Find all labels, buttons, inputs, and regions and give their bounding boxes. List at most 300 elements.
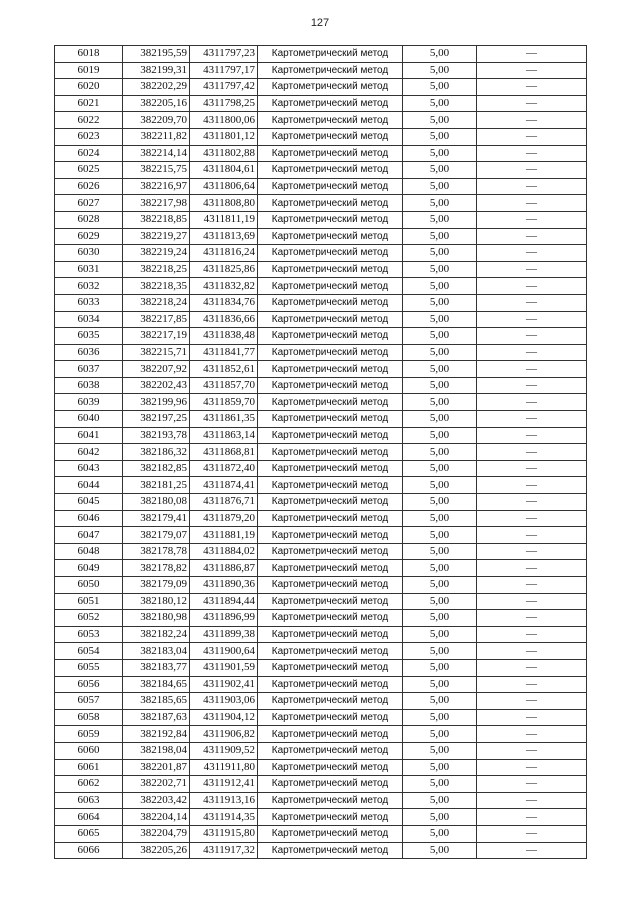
accuracy-cell: 5,00 <box>403 195 477 212</box>
method-cell: Картометрический метод <box>258 809 403 826</box>
accuracy-cell: 5,00 <box>403 543 477 560</box>
point-number-cell: 6065 <box>55 825 123 842</box>
y-coordinate-cell: 4311886,87 <box>190 560 258 577</box>
point-number-cell: 6031 <box>55 261 123 278</box>
note-cell: — <box>477 162 587 179</box>
y-coordinate-cell: 4311802,88 <box>190 145 258 162</box>
point-number-cell: 6047 <box>55 527 123 544</box>
y-coordinate-cell: 4311903,06 <box>190 693 258 710</box>
point-number-cell: 6035 <box>55 328 123 345</box>
table-row <box>55 394 587 411</box>
x-coordinate-cell: 382197,25 <box>123 411 190 428</box>
table-row <box>55 211 587 228</box>
accuracy-cell: 5,00 <box>403 145 477 162</box>
note-cell: — <box>477 643 587 660</box>
note-cell: — <box>477 527 587 544</box>
x-coordinate-cell: 382183,77 <box>123 659 190 676</box>
x-coordinate-cell: 382178,78 <box>123 543 190 560</box>
method-cell: Картометрический метод <box>258 676 403 693</box>
table-row <box>55 659 587 676</box>
accuracy-cell: 5,00 <box>403 626 477 643</box>
y-coordinate-cell: 4311797,23 <box>190 46 258 63</box>
table-row <box>55 460 587 477</box>
x-coordinate-cell: 382215,75 <box>123 162 190 179</box>
x-coordinate-cell: 382187,63 <box>123 709 190 726</box>
accuracy-cell: 5,00 <box>403 261 477 278</box>
table-row <box>55 577 587 594</box>
method-cell: Картометрический метод <box>258 842 403 859</box>
y-coordinate-cell: 4311801,12 <box>190 128 258 145</box>
method-cell: Картометрический метод <box>258 128 403 145</box>
note-cell: — <box>477 427 587 444</box>
point-number-cell: 6025 <box>55 162 123 179</box>
table-row <box>55 527 587 544</box>
table-row <box>55 444 587 461</box>
method-cell: Картометрический метод <box>258 527 403 544</box>
x-coordinate-cell: 382205,26 <box>123 842 190 859</box>
accuracy-cell: 5,00 <box>403 709 477 726</box>
note-cell: — <box>477 543 587 560</box>
method-cell: Картометрический метод <box>258 361 403 378</box>
x-coordinate-cell: 382182,85 <box>123 460 190 477</box>
method-cell: Картометрический метод <box>258 427 403 444</box>
method-cell: Картометрический метод <box>258 245 403 262</box>
point-number-cell: 6024 <box>55 145 123 162</box>
note-cell: — <box>477 112 587 129</box>
point-number-cell: 6029 <box>55 228 123 245</box>
accuracy-cell: 5,00 <box>403 510 477 527</box>
method-cell: Картометрический метод <box>258 659 403 676</box>
point-number-cell: 6059 <box>55 726 123 743</box>
method-cell: Картометрический метод <box>258 759 403 776</box>
method-cell: Картометрический метод <box>258 79 403 96</box>
table-row <box>55 610 587 627</box>
accuracy-cell: 5,00 <box>403 726 477 743</box>
note-cell: — <box>477 676 587 693</box>
note-cell: — <box>477 245 587 262</box>
point-number-cell: 6058 <box>55 709 123 726</box>
accuracy-cell: 5,00 <box>403 178 477 195</box>
x-coordinate-cell: 382205,16 <box>123 95 190 112</box>
table-row <box>55 294 587 311</box>
x-coordinate-cell: 382181,25 <box>123 477 190 494</box>
method-cell: Картометрический метод <box>258 62 403 79</box>
y-coordinate-cell: 4311797,42 <box>190 79 258 96</box>
table-row <box>55 178 587 195</box>
point-number-cell: 6056 <box>55 676 123 693</box>
method-cell: Картометрический метод <box>258 328 403 345</box>
method-cell: Картометрический метод <box>258 693 403 710</box>
y-coordinate-cell: 4311797,17 <box>190 62 258 79</box>
accuracy-cell: 5,00 <box>403 62 477 79</box>
x-coordinate-cell: 382218,35 <box>123 278 190 295</box>
x-coordinate-cell: 382218,24 <box>123 294 190 311</box>
method-cell: Картометрический метод <box>258 593 403 610</box>
x-coordinate-cell: 382180,98 <box>123 610 190 627</box>
method-cell: Картометрический метод <box>258 610 403 627</box>
method-cell: Картометрический метод <box>258 742 403 759</box>
y-coordinate-cell: 4311906,82 <box>190 726 258 743</box>
table-row <box>55 759 587 776</box>
y-coordinate-cell: 4311912,41 <box>190 776 258 793</box>
method-cell: Картометрический метод <box>258 162 403 179</box>
y-coordinate-cell: 4311841,77 <box>190 344 258 361</box>
note-cell: — <box>477 477 587 494</box>
point-number-cell: 6050 <box>55 577 123 594</box>
table-row <box>55 709 587 726</box>
y-coordinate-cell: 4311904,12 <box>190 709 258 726</box>
point-number-cell: 6019 <box>55 62 123 79</box>
point-number-cell: 6064 <box>55 809 123 826</box>
accuracy-cell: 5,00 <box>403 494 477 511</box>
note-cell: — <box>477 593 587 610</box>
point-number-cell: 6063 <box>55 792 123 809</box>
method-cell: Картометрический метод <box>258 825 403 842</box>
note-cell: — <box>477 626 587 643</box>
method-cell: Картометрический метод <box>258 494 403 511</box>
method-cell: Картометрический метод <box>258 178 403 195</box>
y-coordinate-cell: 4311838,48 <box>190 328 258 345</box>
note-cell: — <box>477 610 587 627</box>
note-cell: — <box>477 62 587 79</box>
x-coordinate-cell: 382217,85 <box>123 311 190 328</box>
accuracy-cell: 5,00 <box>403 792 477 809</box>
y-coordinate-cell: 4311800,06 <box>190 112 258 129</box>
table-row <box>55 626 587 643</box>
accuracy-cell: 5,00 <box>403 411 477 428</box>
method-cell: Картометрический метод <box>258 726 403 743</box>
accuracy-cell: 5,00 <box>403 809 477 826</box>
note-cell: — <box>477 128 587 145</box>
y-coordinate-cell: 4311816,24 <box>190 245 258 262</box>
table-row <box>55 195 587 212</box>
accuracy-cell: 5,00 <box>403 328 477 345</box>
x-coordinate-cell: 382204,79 <box>123 825 190 842</box>
accuracy-cell: 5,00 <box>403 294 477 311</box>
table-row <box>55 726 587 743</box>
point-number-cell: 6020 <box>55 79 123 96</box>
note-cell: — <box>477 842 587 859</box>
table-row <box>55 411 587 428</box>
point-number-cell: 6052 <box>55 610 123 627</box>
point-number-cell: 6044 <box>55 477 123 494</box>
point-number-cell: 6048 <box>55 543 123 560</box>
note-cell: — <box>477 228 587 245</box>
y-coordinate-cell: 4311876,71 <box>190 494 258 511</box>
table-row <box>55 328 587 345</box>
note-cell: — <box>477 825 587 842</box>
accuracy-cell: 5,00 <box>403 560 477 577</box>
table-row <box>55 560 587 577</box>
x-coordinate-cell: 382193,78 <box>123 427 190 444</box>
note-cell: — <box>477 560 587 577</box>
point-number-cell: 6037 <box>55 361 123 378</box>
accuracy-cell: 5,00 <box>403 278 477 295</box>
table-row <box>55 510 587 527</box>
accuracy-cell: 5,00 <box>403 444 477 461</box>
accuracy-cell: 5,00 <box>403 610 477 627</box>
table-row <box>55 792 587 809</box>
x-coordinate-cell: 382180,12 <box>123 593 190 610</box>
point-number-cell: 6021 <box>55 95 123 112</box>
coordinates-table <box>54 45 587 859</box>
note-cell: — <box>477 328 587 345</box>
table-row <box>55 842 587 859</box>
table-row <box>55 643 587 660</box>
y-coordinate-cell: 4311901,59 <box>190 659 258 676</box>
method-cell: Картометрический метод <box>258 543 403 560</box>
y-coordinate-cell: 4311836,66 <box>190 311 258 328</box>
x-coordinate-cell: 382186,32 <box>123 444 190 461</box>
x-coordinate-cell: 382219,24 <box>123 245 190 262</box>
method-cell: Картометрический метод <box>258 344 403 361</box>
x-coordinate-cell: 382179,07 <box>123 527 190 544</box>
point-number-cell: 6046 <box>55 510 123 527</box>
x-coordinate-cell: 382195,59 <box>123 46 190 63</box>
y-coordinate-cell: 4311832,82 <box>190 278 258 295</box>
table-row <box>55 261 587 278</box>
accuracy-cell: 5,00 <box>403 825 477 842</box>
point-number-cell: 6040 <box>55 411 123 428</box>
method-cell: Картометрический метод <box>258 577 403 594</box>
y-coordinate-cell: 4311804,61 <box>190 162 258 179</box>
point-number-cell: 6045 <box>55 494 123 511</box>
table-row <box>55 494 587 511</box>
y-coordinate-cell: 4311909,52 <box>190 742 258 759</box>
table-row <box>55 361 587 378</box>
y-coordinate-cell: 4311808,80 <box>190 195 258 212</box>
point-number-cell: 6055 <box>55 659 123 676</box>
y-coordinate-cell: 4311894,44 <box>190 593 258 610</box>
x-coordinate-cell: 382179,41 <box>123 510 190 527</box>
point-number-cell: 6057 <box>55 693 123 710</box>
y-coordinate-cell: 4311852,61 <box>190 361 258 378</box>
x-coordinate-cell: 382219,27 <box>123 228 190 245</box>
point-number-cell: 6036 <box>55 344 123 361</box>
method-cell: Картометрический метод <box>258 311 403 328</box>
x-coordinate-cell: 382215,71 <box>123 344 190 361</box>
note-cell: — <box>477 776 587 793</box>
table-row <box>55 46 587 63</box>
table-row <box>55 825 587 842</box>
method-cell: Картометрический метод <box>258 626 403 643</box>
accuracy-cell: 5,00 <box>403 643 477 660</box>
accuracy-cell: 5,00 <box>403 211 477 228</box>
table-row <box>55 311 587 328</box>
note-cell: — <box>477 294 587 311</box>
accuracy-cell: 5,00 <box>403 394 477 411</box>
x-coordinate-cell: 382178,82 <box>123 560 190 577</box>
point-number-cell: 6066 <box>55 842 123 859</box>
point-number-cell: 6051 <box>55 593 123 610</box>
accuracy-cell: 5,00 <box>403 162 477 179</box>
method-cell: Картометрический метод <box>258 460 403 477</box>
note-cell: — <box>477 261 587 278</box>
accuracy-cell: 5,00 <box>403 477 477 494</box>
note-cell: — <box>477 460 587 477</box>
table-row <box>55 477 587 494</box>
y-coordinate-cell: 4311911,80 <box>190 759 258 776</box>
note-cell: — <box>477 792 587 809</box>
note-cell: — <box>477 145 587 162</box>
accuracy-cell: 5,00 <box>403 361 477 378</box>
y-coordinate-cell: 4311881,19 <box>190 527 258 544</box>
accuracy-cell: 5,00 <box>403 245 477 262</box>
point-number-cell: 6061 <box>55 759 123 776</box>
y-coordinate-cell: 4311913,16 <box>190 792 258 809</box>
method-cell: Картометрический метод <box>258 709 403 726</box>
x-coordinate-cell: 382217,19 <box>123 328 190 345</box>
method-cell: Картометрический метод <box>258 510 403 527</box>
accuracy-cell: 5,00 <box>403 659 477 676</box>
table-row <box>55 809 587 826</box>
x-coordinate-cell: 382203,42 <box>123 792 190 809</box>
accuracy-cell: 5,00 <box>403 344 477 361</box>
table-row <box>55 742 587 759</box>
x-coordinate-cell: 382216,97 <box>123 178 190 195</box>
point-number-cell: 6022 <box>55 112 123 129</box>
table-row <box>55 162 587 179</box>
note-cell: — <box>477 494 587 511</box>
method-cell: Картометрический метод <box>258 261 403 278</box>
table-body <box>55 46 587 859</box>
point-number-cell: 6028 <box>55 211 123 228</box>
method-cell: Картометрический метод <box>258 46 403 63</box>
method-cell: Картометрический метод <box>258 792 403 809</box>
accuracy-cell: 5,00 <box>403 577 477 594</box>
note-cell: — <box>477 178 587 195</box>
table-row <box>55 543 587 560</box>
x-coordinate-cell: 382207,92 <box>123 361 190 378</box>
accuracy-cell: 5,00 <box>403 427 477 444</box>
y-coordinate-cell: 4311861,35 <box>190 411 258 428</box>
table-row <box>55 128 587 145</box>
y-coordinate-cell: 4311872,40 <box>190 460 258 477</box>
note-cell: — <box>477 659 587 676</box>
x-coordinate-cell: 382204,14 <box>123 809 190 826</box>
method-cell: Картометрический метод <box>258 444 403 461</box>
accuracy-cell: 5,00 <box>403 79 477 96</box>
point-number-cell: 6060 <box>55 742 123 759</box>
note-cell: — <box>477 693 587 710</box>
y-coordinate-cell: 4311806,64 <box>190 178 258 195</box>
y-coordinate-cell: 4311900,64 <box>190 643 258 660</box>
y-coordinate-cell: 4311884,02 <box>190 543 258 560</box>
accuracy-cell: 5,00 <box>403 593 477 610</box>
y-coordinate-cell: 4311915,80 <box>190 825 258 842</box>
y-coordinate-cell: 4311917,32 <box>190 842 258 859</box>
table-row <box>55 344 587 361</box>
table-row <box>55 676 587 693</box>
method-cell: Картометрический метод <box>258 477 403 494</box>
table-row <box>55 693 587 710</box>
x-coordinate-cell: 382209,70 <box>123 112 190 129</box>
point-number-cell: 6030 <box>55 245 123 262</box>
accuracy-cell: 5,00 <box>403 742 477 759</box>
table-row <box>55 112 587 129</box>
accuracy-cell: 5,00 <box>403 460 477 477</box>
note-cell: — <box>477 195 587 212</box>
y-coordinate-cell: 4311914,35 <box>190 809 258 826</box>
note-cell: — <box>477 79 587 96</box>
x-coordinate-cell: 382199,96 <box>123 394 190 411</box>
x-coordinate-cell: 382201,87 <box>123 759 190 776</box>
method-cell: Картометрический метод <box>258 294 403 311</box>
point-number-cell: 6039 <box>55 394 123 411</box>
accuracy-cell: 5,00 <box>403 842 477 859</box>
x-coordinate-cell: 382180,08 <box>123 494 190 511</box>
point-number-cell: 6026 <box>55 178 123 195</box>
method-cell: Картометрический метод <box>258 377 403 394</box>
accuracy-cell: 5,00 <box>403 46 477 63</box>
accuracy-cell: 5,00 <box>403 527 477 544</box>
y-coordinate-cell: 4311859,70 <box>190 394 258 411</box>
note-cell: — <box>477 411 587 428</box>
x-coordinate-cell: 382218,85 <box>123 211 190 228</box>
note-cell: — <box>477 394 587 411</box>
y-coordinate-cell: 4311834,76 <box>190 294 258 311</box>
table-row <box>55 377 587 394</box>
x-coordinate-cell: 382198,04 <box>123 742 190 759</box>
point-number-cell: 6027 <box>55 195 123 212</box>
method-cell: Картометрический метод <box>258 776 403 793</box>
table-row <box>55 776 587 793</box>
table-row <box>55 278 587 295</box>
table-row <box>55 427 587 444</box>
point-number-cell: 6042 <box>55 444 123 461</box>
method-cell: Картометрический метод <box>258 112 403 129</box>
note-cell: — <box>477 759 587 776</box>
accuracy-cell: 5,00 <box>403 693 477 710</box>
y-coordinate-cell: 4311868,81 <box>190 444 258 461</box>
y-coordinate-cell: 4311902,41 <box>190 676 258 693</box>
note-cell: — <box>477 510 587 527</box>
method-cell: Картометрический метод <box>258 560 403 577</box>
method-cell: Картометрический метод <box>258 195 403 212</box>
table-row <box>55 79 587 96</box>
method-cell: Картометрический метод <box>258 145 403 162</box>
note-cell: — <box>477 361 587 378</box>
point-number-cell: 6043 <box>55 460 123 477</box>
x-coordinate-cell: 382214,14 <box>123 145 190 162</box>
method-cell: Картометрический метод <box>258 228 403 245</box>
x-coordinate-cell: 382202,29 <box>123 79 190 96</box>
y-coordinate-cell: 4311896,99 <box>190 610 258 627</box>
point-number-cell: 6023 <box>55 128 123 145</box>
point-number-cell: 6038 <box>55 377 123 394</box>
y-coordinate-cell: 4311899,38 <box>190 626 258 643</box>
table-row <box>55 245 587 262</box>
accuracy-cell: 5,00 <box>403 228 477 245</box>
accuracy-cell: 5,00 <box>403 759 477 776</box>
accuracy-cell: 5,00 <box>403 128 477 145</box>
table-row <box>55 62 587 79</box>
note-cell: — <box>477 344 587 361</box>
point-number-cell: 6049 <box>55 560 123 577</box>
x-coordinate-cell: 382202,43 <box>123 377 190 394</box>
x-coordinate-cell: 382218,25 <box>123 261 190 278</box>
x-coordinate-cell: 382179,09 <box>123 577 190 594</box>
method-cell: Картометрический метод <box>258 278 403 295</box>
x-coordinate-cell: 382185,65 <box>123 693 190 710</box>
y-coordinate-cell: 4311879,20 <box>190 510 258 527</box>
accuracy-cell: 5,00 <box>403 676 477 693</box>
table-row <box>55 228 587 245</box>
note-cell: — <box>477 311 587 328</box>
accuracy-cell: 5,00 <box>403 311 477 328</box>
point-number-cell: 6054 <box>55 643 123 660</box>
method-cell: Картометрический метод <box>258 411 403 428</box>
